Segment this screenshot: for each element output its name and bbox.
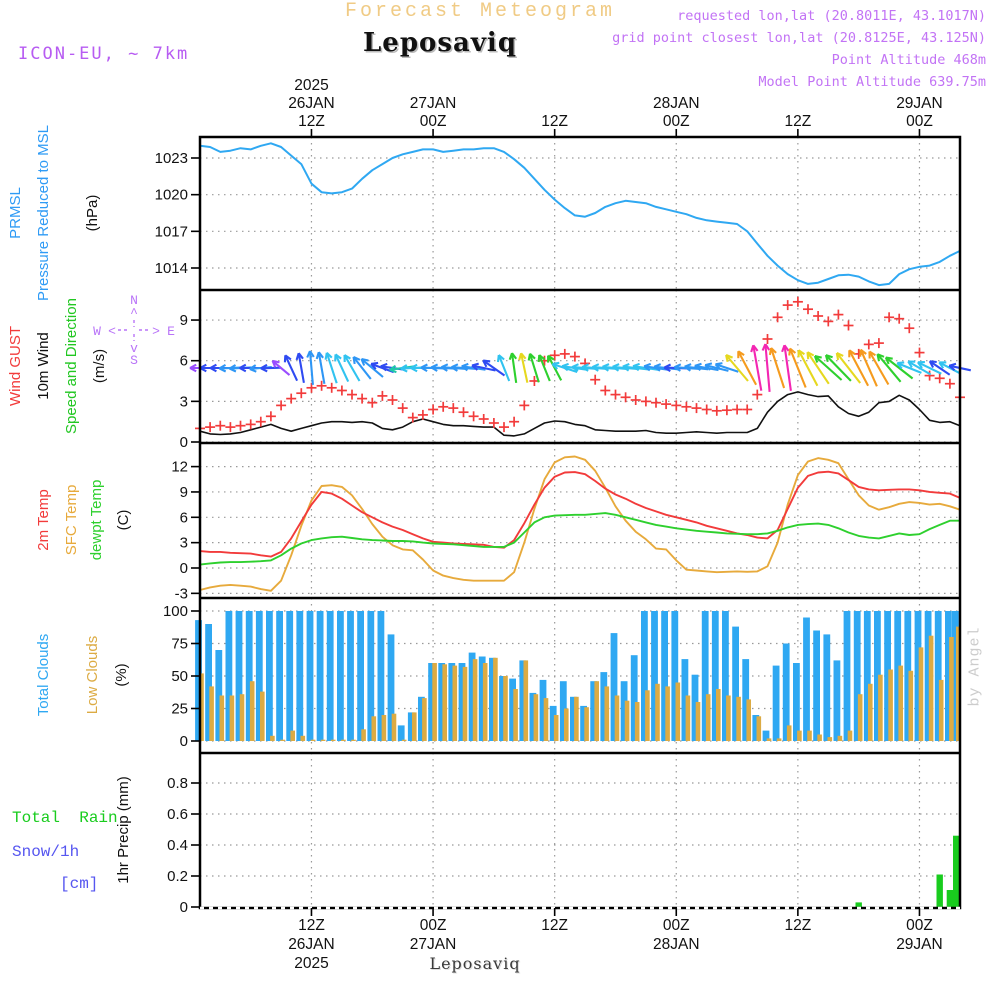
y-tick-labels: [155, 150, 188, 916]
panel-side-labels: [7, 125, 132, 893]
svg-text:(hPa): (hPa): [84, 194, 101, 232]
sfc-temp-line: [200, 457, 960, 591]
svg-text:Speed and Direction: Speed and Direction: [63, 298, 80, 434]
model-resolution-label: ICON-EU, ~ 7km: [18, 44, 190, 64]
prmsl-line: [200, 143, 960, 285]
panel-gridlines: [200, 137, 960, 908]
svg-text:2m Temp: 2m Temp: [35, 489, 52, 551]
meta-requested-lonlat: requested lon,lat (20.8011E, 43.1017N): [677, 8, 986, 24]
svg-text:0: 0: [179, 434, 188, 451]
svg-text:26JAN: 26JAN: [288, 936, 335, 953]
svg-text:00Z: 00Z: [662, 917, 690, 934]
panel-frames: [200, 137, 960, 908]
svg-text:12: 12: [171, 458, 188, 476]
meta-gridpoint-lonlat: grid point closest lon,lat (20.8125E, 43.125N): [612, 30, 986, 46]
svg-text:27JAN: 27JAN: [409, 936, 457, 953]
svg-text:0.4: 0.4: [167, 837, 188, 854]
svg-text:dewpt Temp: dewpt Temp: [88, 479, 105, 561]
svg-text:0.6: 0.6: [167, 806, 188, 823]
meta-model-altitude: Model Point Altitude 639.75m: [758, 74, 986, 90]
svg-text:29JAN: 29JAN: [896, 936, 943, 953]
svg-text:12Z: 12Z: [541, 113, 569, 130]
svg-text:(C): (C): [115, 509, 132, 531]
svg-text:3: 3: [179, 534, 188, 552]
svg-text:1023: 1023: [154, 150, 188, 167]
footer-station-label: Leposaviq: [429, 954, 521, 973]
svg-text:6: 6: [179, 509, 188, 527]
svg-text:0.8: 0.8: [167, 775, 188, 792]
svg-text:75: 75: [171, 635, 188, 653]
svg-text:00Z: 00Z: [906, 113, 933, 130]
svg-text:9: 9: [179, 312, 188, 330]
wind-speed-line: [200, 392, 960, 436]
svg-text:12Z: 12Z: [298, 917, 325, 934]
sfc-temp-line: [200, 457, 960, 591]
svg-text:N: N: [130, 293, 138, 308]
svg-text:0.2: 0.2: [167, 868, 188, 885]
svg-text:0: 0: [179, 560, 188, 577]
svg-text:1hr Precip (mm): 1hr Precip (mm): [115, 776, 132, 884]
svg-text:(m/s): (m/s): [91, 348, 108, 384]
svg-text:12Z: 12Z: [298, 113, 325, 130]
page-title-faded: Forecast Meteogram: [344, 0, 616, 23]
svg-text:3: 3: [179, 393, 188, 411]
svg-text:Total Rain: Total Rain: [12, 809, 118, 827]
author-watermark: by Angel: [966, 626, 984, 707]
svg-text:Total Clouds: Total Clouds: [35, 633, 52, 717]
svg-text:00Z: 00Z: [662, 113, 690, 130]
svg-text:12Z: 12Z: [784, 113, 812, 130]
svg-text:0: 0: [179, 899, 188, 916]
svg-text:12Z: 12Z: [784, 917, 812, 934]
svg-text:W: W: [93, 324, 101, 339]
svg-text:2025: 2025: [294, 955, 329, 972]
wind-direction-arrows: [190, 344, 971, 392]
svg-text:Wind GUST: Wind GUST: [7, 325, 24, 407]
svg-text:00Z: 00Z: [906, 917, 933, 934]
svg-text:PRMSL: PRMSL: [7, 187, 24, 239]
svg-text:Low Clouds: Low Clouds: [84, 635, 101, 715]
svg-text:SFC Temp: SFC Temp: [63, 484, 80, 556]
svg-text:25: 25: [171, 700, 188, 718]
svg-text:1020: 1020: [154, 186, 188, 204]
rain-bars: [856, 836, 960, 907]
wind-speed-line: [200, 392, 960, 436]
svg-text:9: 9: [179, 483, 188, 501]
svg-text:(%): (%): [113, 663, 130, 687]
svg-text:00Z: 00Z: [419, 113, 447, 130]
dewpt-line: [200, 513, 960, 565]
svg-text:12Z: 12Z: [541, 917, 569, 934]
svg-text:Pressure Reduced to MSL: Pressure Reduced to MSL: [35, 125, 52, 301]
svg-text:E: E: [167, 324, 175, 339]
svg-text:00Z: 00Z: [419, 917, 447, 934]
svg-text:10m Wind: 10m Wind: [35, 332, 52, 400]
svg-text:28JAN: 28JAN: [653, 95, 700, 112]
svg-text:v: v: [130, 341, 138, 356]
svg-text:27JAN: 27JAN: [409, 95, 457, 112]
svg-text:0: 0: [179, 733, 188, 750]
svg-text:26JAN: 26JAN: [288, 95, 335, 112]
svg-text:100: 100: [162, 603, 188, 620]
station-title: Leposaviq: [363, 28, 517, 58]
svg-text:50: 50: [171, 668, 188, 685]
prmsl-line: [200, 143, 960, 285]
svg-text:1014: 1014: [154, 260, 188, 277]
svg-text:1017: 1017: [154, 223, 188, 241]
meta-point-altitude: Point Altitude 468m: [831, 52, 986, 68]
dewpt-line: [200, 513, 960, 565]
svg-text:28JAN: 28JAN: [653, 936, 700, 953]
svg-text:6: 6: [179, 352, 188, 370]
svg-text:S: S: [130, 353, 138, 368]
svg-text:2025: 2025: [294, 77, 329, 94]
svg-text:[cm]: [cm]: [60, 875, 99, 893]
svg-text:>: >: [152, 324, 160, 339]
svg-text:29JAN: 29JAN: [896, 95, 943, 112]
svg-text:Snow/1h: Snow/1h: [12, 843, 80, 861]
svg-text:-3: -3: [174, 585, 188, 603]
svg-text:<: <: [108, 324, 116, 339]
svg-text:^: ^: [130, 306, 138, 321]
